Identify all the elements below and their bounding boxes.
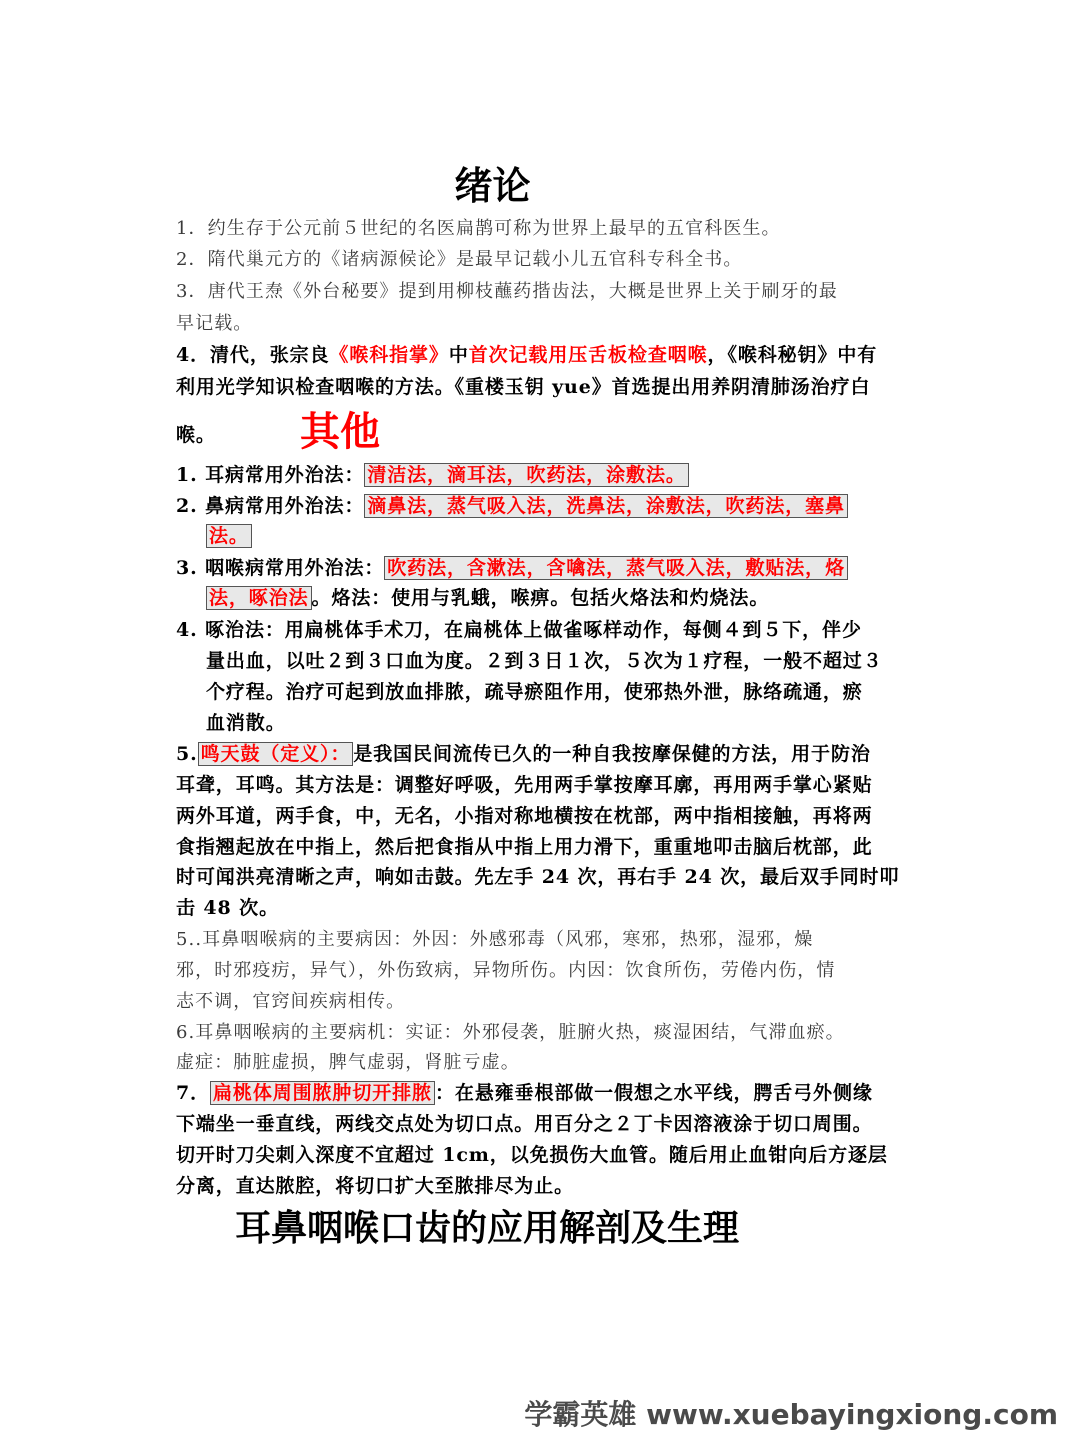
mechanism-line-b: 虚症：肺脏虚损，脾气虚弱，肾脏亏虚。 [176,1052,520,1073]
item-4b: 量出血，以吐２到３口血为度。２到３日１次，５次为１疗程，一般不超过３ [206,650,883,672]
item-7 [176,1078,873,1105]
item-1-label: 1. 耳病常用外治法： [176,464,365,486]
item-4d: 血消散。 [206,712,286,734]
intro-4-highlight-red: 首次记载用压舌板检查咽喉 [468,344,708,366]
intro-line-1: 1．约生存于公元前５世纪的名医扁鹊可称为世界上最早的五官科医生。 [176,218,781,239]
intro-line-3b: 早记载。 [176,313,253,334]
item-7-highlight: 扁桃体周围脓肿切开排脓 [210,1081,435,1105]
item-2-label: 2. 鼻病常用外治法： [176,495,365,517]
intro-line-2: 2．隋代巢元方的《诸病源候论》是最早记载小儿五官科专科全书。 [176,249,743,270]
section-2-title: 耳鼻咽喉口齿的应用解剖及生理 [235,1208,740,1249]
intro-line-4b: 利用光学知识检查咽喉的方法。《重楼玉钥 yue》首选提出用养阴清肺汤治疗白 [176,376,871,398]
item-5-num: 5. [176,743,198,765]
item-7c: 切开时刀尖刺入深度不宜超过 1cm，以免损伤大血管。随后用止血钳向后方逐层 [176,1144,888,1166]
cause-line-c: 志不调，官窍间疾病相传。 [176,991,406,1012]
intro-line-4 [176,340,877,367]
intro-line-4c: 喉。 [176,424,216,446]
other-heading: 其他 [300,409,380,455]
page-title: 绪论 [454,164,531,208]
intro-4-book-red: 《喉科指掌》 [329,344,449,366]
item-5c: 两外耳道，两手食，中，无名，小指对称地横按在枕部，两中指相接触，再将两 [176,805,873,827]
item-3-highlight-b: 法，啄治法 [206,586,312,610]
item-5-highlight: 鸣天鼓（定义）： [198,742,354,766]
item-2 [176,491,848,518]
item-5b: 耳聋，耳鸣。其方法是：调整好呼吸，先用两手掌按摩耳廓，再用两手掌心紧贴 [176,774,873,796]
item-1 [176,460,689,487]
mechanism-line-a: 6.耳鼻咽喉病的主要病机：实证：外邪侵袭，脏腑火热，痰湿困结，气滞血瘀。 [176,1022,845,1043]
item-3-label: 3. 咽喉病常用外治法： [176,557,385,579]
item-3-highlight-a: 吹药法，含漱法，含噙法，蒸气吸入法，敷贴法，烙 [384,556,848,580]
item-7d: 分离，直达脓腔，将切口扩大至脓排尽为止。 [176,1175,575,1197]
item-3-post: 。烙法：使用与乳蛾，喉痹。包括火烙法和灼烧法。 [311,587,770,609]
intro-line-3a: 3．唐代王焘《外台秘要》提到用柳枝蘸药揩齿法，大概是世界上关于刷牙的最 [176,281,838,302]
item-5 [176,739,871,766]
item-7-num: 7． [176,1082,211,1104]
item-4a: 4. 啄治法：用扁桃体手术刀，在扁桃体上做雀啄样动作，每侧４到５下，伴少 [176,619,862,641]
item-2-highlight-b: 法。 [206,524,252,548]
item-2-highlight-a: 滴鼻法，蒸气吸入法，洗鼻法，涂敷法，吹药法，塞鼻 [364,494,848,518]
item-7-text-a: ：在悬雍垂根部做一假想之水平线，腭舌弓外侧缘 [434,1082,873,1104]
intro-4-mid: 中 [448,344,469,366]
item-5d: 食指翘起放在中指上，然后把食指从中指上用力滑下，重重地叩击脑后枕部，此 [176,836,873,858]
cause-line-b: 邪，时邪疫疠，异气），外伤致病，异物所伤。内因：饮食所伤，劳倦内伤，情 [176,960,836,981]
cause-line-a: 5..耳鼻咽喉病的主要病因：外因：外感邪毒（风邪，寒邪，热邪，湿邪，燥 [176,929,814,950]
item-1-highlight: 清洁法，滴耳法，吹药法，涂敷法。 [364,463,688,487]
item-4c: 个疗程。治疗可起到放血排脓，疏导瘀阻作用，使邪热外泄，脉络疏通，瘀 [206,681,863,703]
intro-4-pre: 4．清代，张宗良 [176,344,330,366]
item-2-cont [206,521,252,548]
item-3 [176,553,848,580]
item-5f: 击 48 次。 [176,897,279,919]
item-5e: 时可闻洪亮清晰之声，响如击鼓。先左手 24 次，再右手 24 次，最后双手同时叩 [176,866,900,888]
item-7b: 下端坐一垂直线，两线交点处为切口点。用百分之２丁卡因溶液涂于切口周围。 [176,1113,873,1135]
watermark: 学霸英雄 www.xuebayingxiong.com [524,1398,1058,1431]
item-3-cont [206,583,769,610]
item-5-text-a: 是我国民间流传已久的一种自我按摩保健的方法，用于防治 [353,743,871,765]
intro-4-post: ，《喉科秘钥》中有 [707,344,878,366]
